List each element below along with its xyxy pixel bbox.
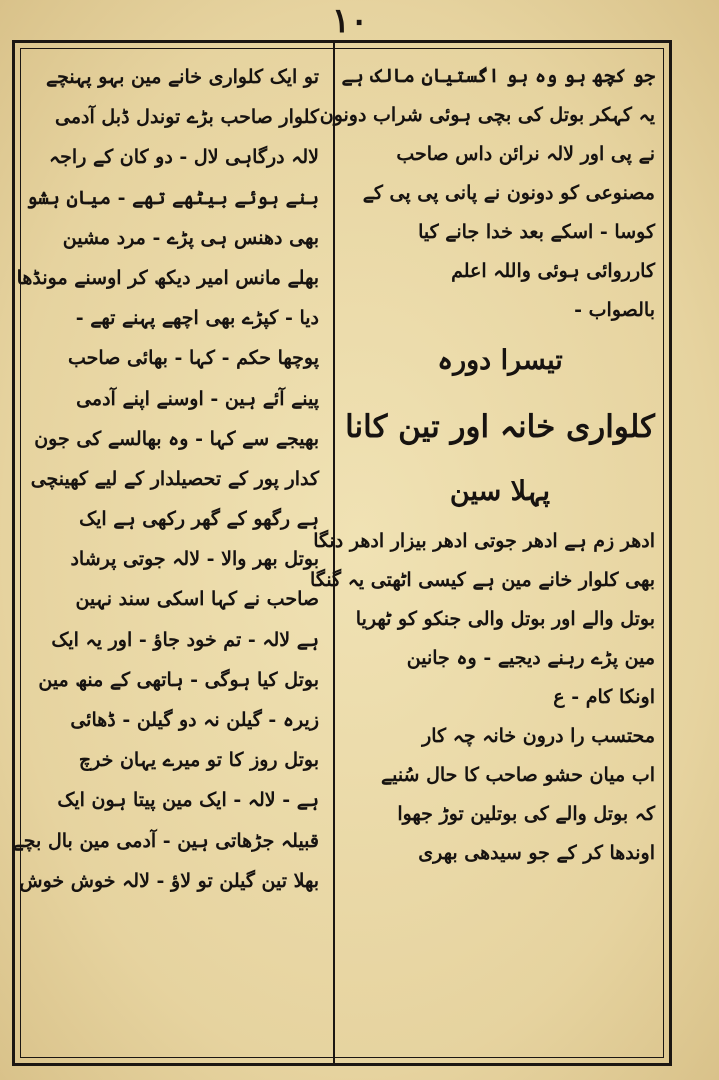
text-line: پینے آئے ہین - اوسنے اپنے آدمی [76, 387, 319, 410]
text-line: محتسب را درون خانہ چہ کار [422, 725, 655, 747]
text-line: کوسا - اسکے بعد خدا جانے کیا [418, 221, 655, 243]
text-line: کہ بوتل والے کی بوتلین توڑ جھوا [397, 803, 655, 825]
text-line: قبیلہ جڑھاتی ہین - آدمی مین بال بچے [12, 829, 319, 852]
left-column [12, 57, 319, 1053]
text-line: مصنوعی کو دونون نے پانی پی پی کے [362, 182, 655, 204]
scene-title: پہلا سین [449, 476, 551, 507]
text-line: دیا - کپڑے بھی اچھے پہنے تھے - [75, 307, 319, 330]
text-line: بالصواب - [574, 299, 655, 321]
text-line: ادھر زم ہے ادھر جوتی ادھر بیزار ادھر دنگا [313, 530, 655, 552]
text-line: بھی دھنس ہی پڑے - مرد مشین [62, 226, 319, 249]
text-line: ہے لالہ - تم خود جاؤ - اور یہ ایک [51, 628, 319, 651]
section-title: تیسرا دورہ [437, 345, 563, 376]
page-border [12, 40, 672, 1066]
text-line: تو ایک کلواری خانے مین بہو پہنچے [46, 66, 319, 88]
text-line: بھی کلوار خانے مین ہے کیسی اٹھتی یہ گنگا [310, 569, 655, 591]
text-line: بھلا تین گیلن تو لاؤ - لالہ خوش خوش [19, 869, 319, 892]
text-line: صاحب نے کہا اسکی سند نہین [75, 588, 319, 611]
text-line: بھلے مانس امیر دیکھ کر اوسنے مونڈھا [16, 266, 319, 289]
text-line: نے پی اور لالہ نرائن داس صاحب [396, 143, 655, 165]
text-line: پوچھا حکم - کہا - بھائی صاحب [68, 347, 319, 370]
text-line: لالہ درگاہی لال - دو کان کے راجہ [49, 146, 319, 169]
text-line: کلوار صاحب بڑے توندل ڈبل آدمی [55, 106, 319, 129]
text-line: بنے ہوئے بیٹھے تھے - میان ہشو [26, 186, 319, 209]
text-line: بوتل بھر والا - لالہ جوتی پرشاد [70, 548, 319, 571]
text-line: اونکا کام - ع [553, 686, 655, 708]
text-line: کارروائی ہوئی واللہ اعلم [451, 260, 655, 282]
text-line: کدار پور کے تحصیلدار کے لیے کھینچی [30, 467, 319, 490]
text-line: ہے - لالہ - ایک مین پیتا ہون ایک [57, 789, 319, 812]
chapter-title: کلواری خانہ اور تین کانا [345, 409, 655, 445]
text-line: اب میان حشو صاحب کا حال سُنیے [380, 764, 655, 786]
text-line: یہ کہکر بوتل کی بچی ہوئی شراب دونون [319, 104, 655, 126]
text-line: بوتل کیا ہوگی - ہاتھی کے منھ مین [38, 668, 319, 691]
text-line: بھیجے سے کہا - وہ بھالسے کی جون [34, 427, 319, 450]
text-line: ہے رگھو کے گھر رکھی ہے ایک [79, 508, 319, 531]
text-line: اوندھا کر کے جو سیدھی بھری [418, 842, 655, 864]
text-line: بوتل والے اور بوتل والی جنکو کو ٹھریا [355, 608, 655, 630]
page-number: ۱۰ [331, 1, 369, 41]
text-line: جو کچھ ہو وہ ہو اگستیان مالک ہے [341, 65, 655, 87]
text-line: مین پڑے رہنے دیجیے - وہ جانین [406, 647, 655, 669]
text-line: زیرہ - گیلن نہ دو گیلن - ڈھائی [70, 709, 319, 731]
right-column [310, 57, 655, 1053]
text-line: بوتل روز کا تو میرے یہان خرچ [78, 749, 319, 772]
